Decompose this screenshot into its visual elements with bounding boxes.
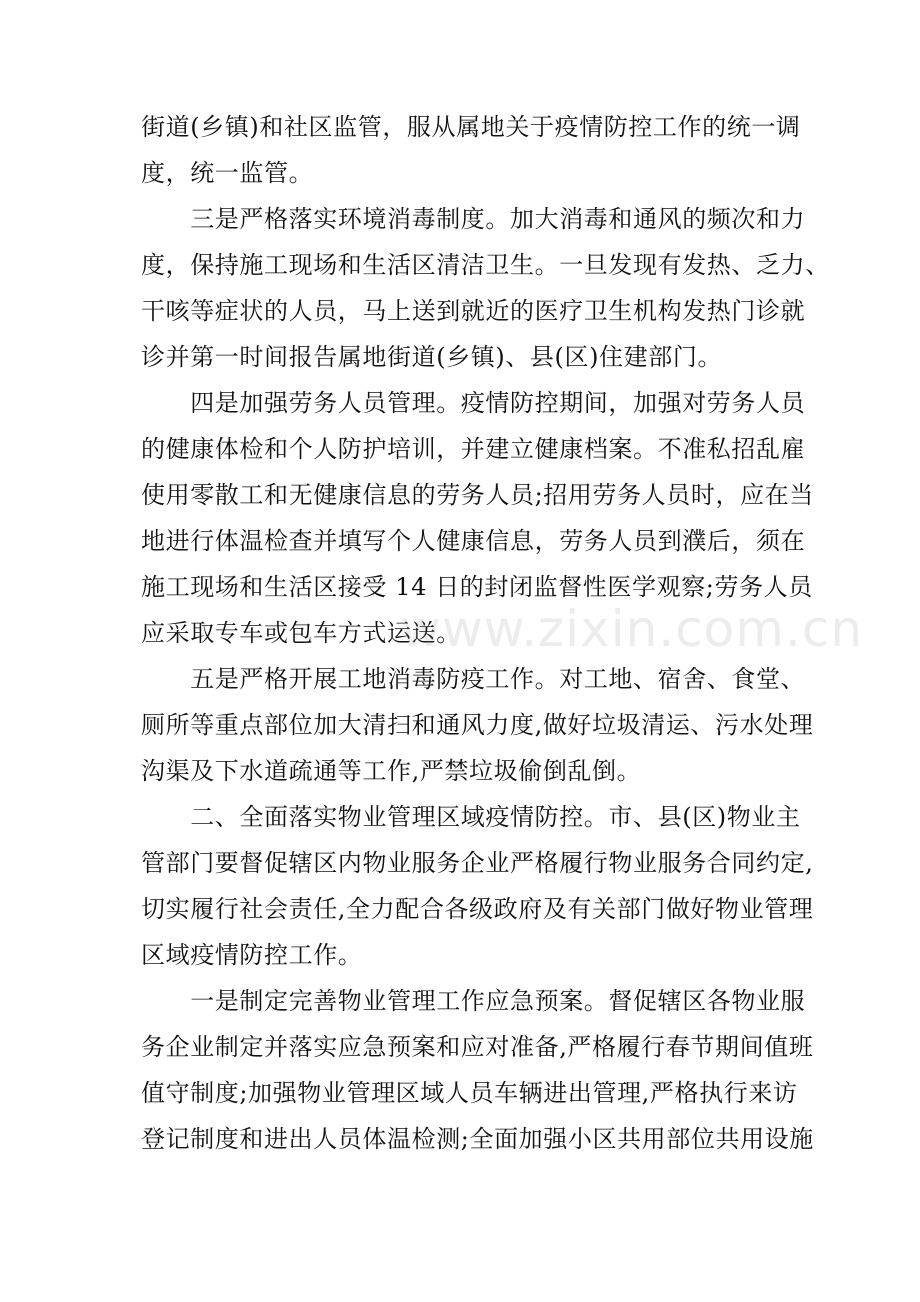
text-line: 切实履行社会责任,全力配合各级政府及有关部门做好物业管理 (141, 895, 814, 923)
text-line: 使用零散工和无健康信息的劳务人员;招用劳务人员时，应在当 (141, 481, 814, 509)
text-line: 四是加强劳务人员管理。疫情防控期间，加强对劳务人员 (141, 389, 806, 417)
body-text (141, 104, 830, 1162)
text-line: 沟渠及下水道疏通等工作,严禁垃圾偷倒乱倒。 (141, 757, 642, 785)
text-line: 度，保持施工现场和生活区清洁卫生。一旦发现有发热、乏力、 (141, 251, 830, 279)
text-line: 地进行体温检查并填写个人健康信息，劳务人员到濮后，须在 (141, 527, 806, 555)
text-line: 一是制定完善物业管理工作应急预案。督促辖区各物业服 (141, 987, 806, 1015)
text-line: 的健康体检和个人防护培训，并建立健康档案。不准私招乱雇 (141, 435, 806, 463)
text-line: 登记制度和进出人员体温检测;全面加强小区共用部位共用设施 (141, 1125, 814, 1153)
watermark: www.zixin.com.cn (400, 600, 864, 658)
text-line: 值守制度;加强物业管理区域人员车辆进出管理,严格执行来访 (141, 1079, 798, 1107)
text-line: 干咳等症状的人员，马上送到就近的医疗卫生机构发热门诊就 (141, 297, 806, 325)
text-line: 诊并第一时间报告属地街道(乡镇)、县(区)住建部门。 (141, 343, 723, 371)
text-line: 五是严格开展工地消毒防疫工作。对工地、宿舍、食堂、 (141, 665, 806, 693)
text-line: 施工现场和生活区接受 14 日的封闭监督性医学观察;劳务人员 (141, 573, 813, 601)
text-line: 街道(乡镇)和社区监管，服从属地关于疫情防控工作的统一调 (141, 113, 801, 141)
text-line: 应采取专车或包车方式运送。 (141, 619, 461, 647)
text-line: 厕所等重点部位加大清扫和通风力度,做好垃圾清运、污水处理 (141, 711, 814, 739)
text-line: 三是严格落实环境消毒制度。加大消毒和通风的频次和力 (141, 205, 806, 233)
text-line: 管部门要督促辖区内物业服务企业严格履行物业服务合同约定, (141, 849, 814, 877)
text-line: 务企业制定并落实应急预案和应对准备,严格履行春节期间值班 (141, 1033, 814, 1061)
text-line: 区域疫情防控工作。 (141, 941, 363, 969)
text-line: 二、全面落实物业管理区域疫情防控。市、县(区)物业主 (141, 803, 801, 831)
text-line: 度，统一监管。 (141, 159, 314, 187)
